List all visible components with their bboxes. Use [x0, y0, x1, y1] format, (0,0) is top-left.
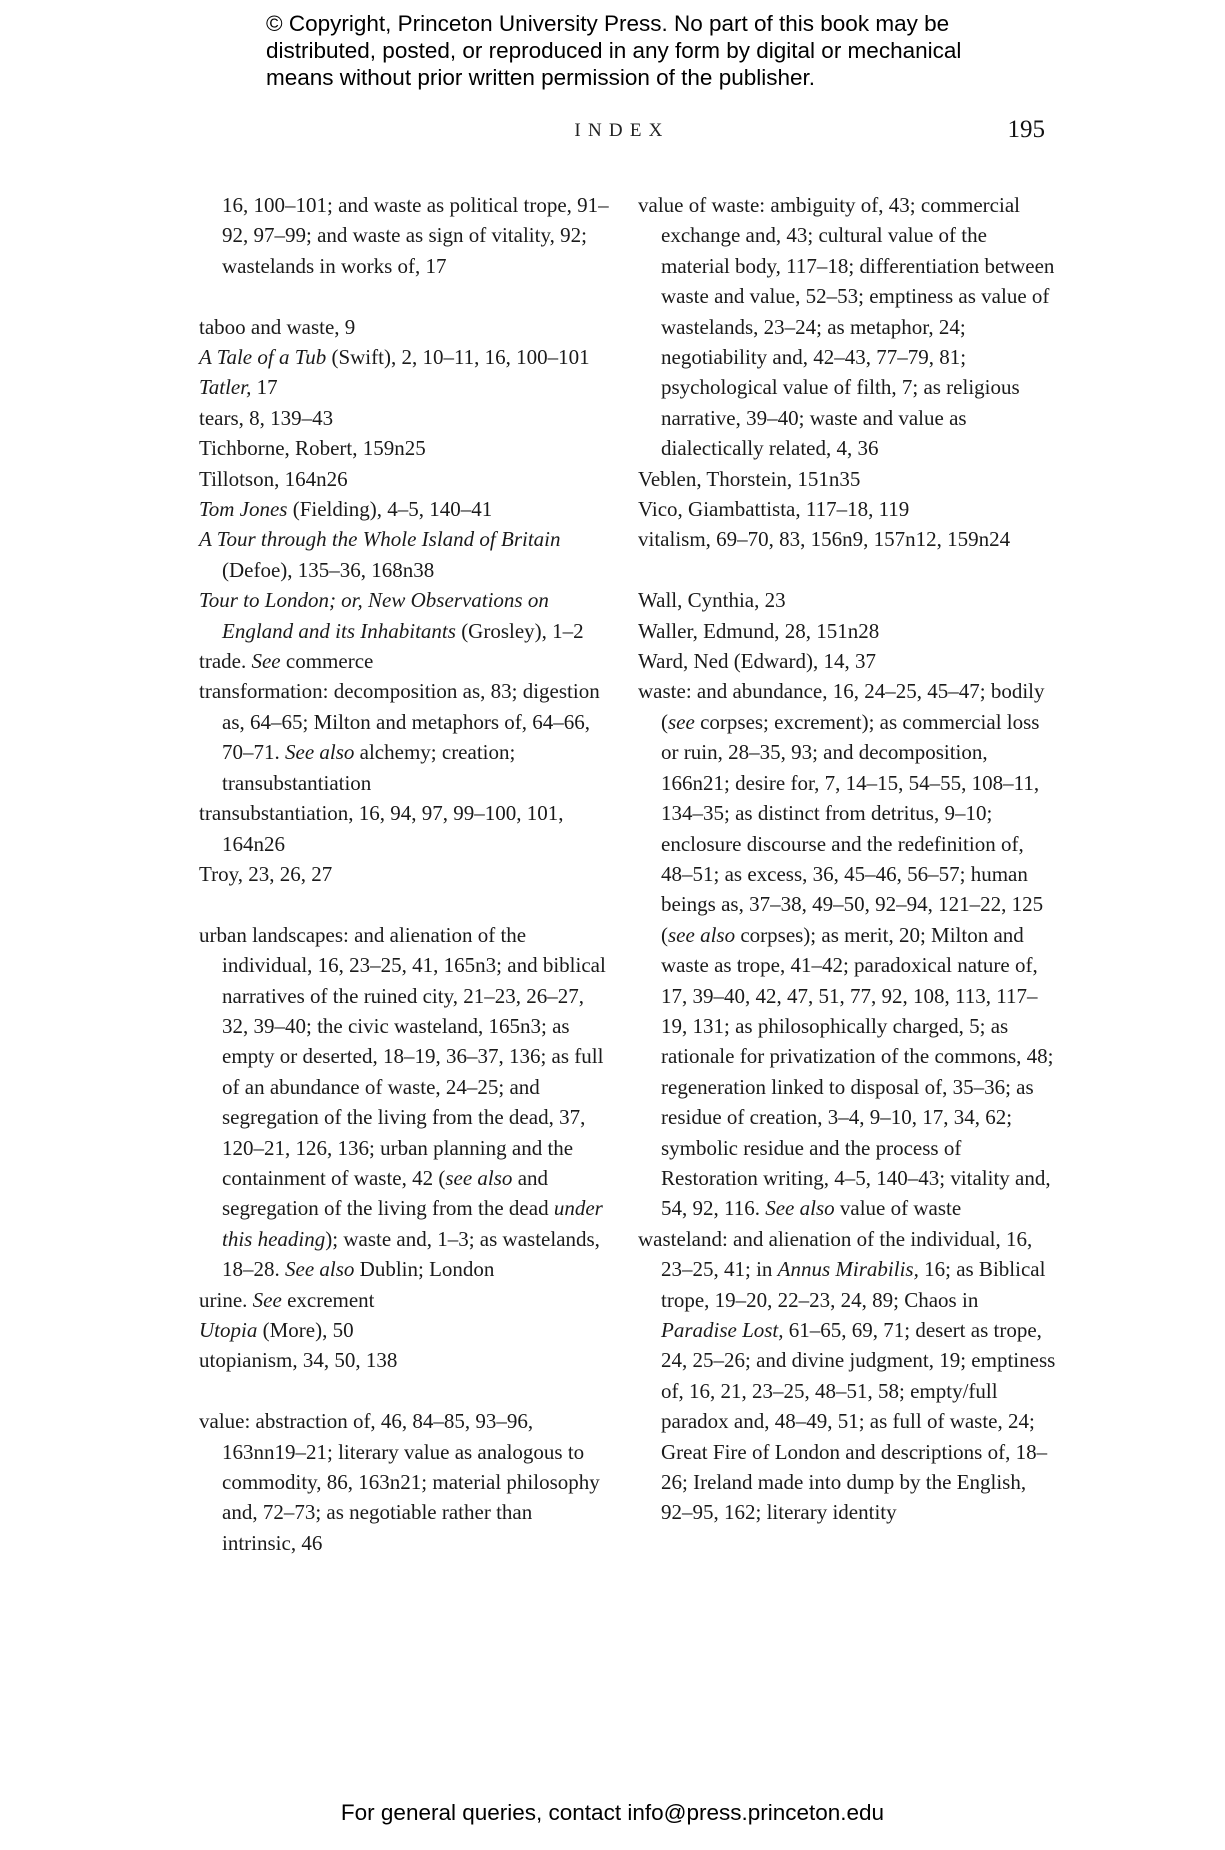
- section-gap: [199, 281, 609, 311]
- index-entry: Waller, Edmund, 28, 151n28: [638, 618, 880, 643]
- index-entry: Veblen, Thorstein, 151n35: [638, 466, 861, 491]
- index-entry: transformation: decomposition as, 83; digestion as, 64–65; Milton and metaphors of, 64–66, 70–71. See also alchemy; creation; transubstantiation: [199, 679, 600, 795]
- index-column-right: [638, 190, 1056, 1528]
- index-entry: vitalism, 69–70, 83, 156n9, 157n12, 159n24: [638, 527, 1011, 552]
- index-entry: Troy, 23, 26, 27: [199, 861, 333, 886]
- index-entry: Tichborne, Robert, 159n25: [199, 436, 426, 461]
- index-entry: Tom Jones (Fielding), 4–5, 140–41: [199, 497, 493, 522]
- copyright-line: means without prior written permission of the publisher.: [266, 65, 816, 90]
- footer-contact: For general queries, contact info@press.princeton.edu: [340, 1800, 885, 1825]
- index-entry: tears, 8, 139–43: [199, 405, 334, 430]
- index-entry: Ward, Ned (Edward), 14, 37: [638, 649, 876, 674]
- index-entry: 16, 100–101; and waste as political trope, 91–92, 97–99; and waste as sign of vitality, 92; wastelands in works of, 17: [222, 193, 609, 278]
- index-entry: wasteland: and alienation of the individual, 16, 23–25, 41; in Annus Mirabilis, 16; as Biblical trope, 19–20, 22–23, 24, 89; Chaos in Paradise Lost, 61–65, 69, 71; desert as trope, 24, 25–26; and divine judgment, 19; emptiness of, 16, 21, 23–25, 48–51, 58; empty/full paradox and, 48–49, 51; as full of waste, 24; Great Fire of London and descriptions of, 18–26; Ireland made into dump by the English, 92–95, 162; literary identity: [638, 1226, 1056, 1525]
- index-entry: utopianism, 34, 50, 138: [199, 1348, 398, 1373]
- section-gap: [199, 889, 609, 919]
- index-entry: value of waste: ambiguity of, 43; commercial exchange and, 43; cultural value of the material body, 117–18; differentiation between waste and value, 52–53; emptiness as value of wastelands, 23–24; as metaphor, 24; negotiability and, 42–43, 77–79, 81; psychological value of filth, 7; as religious narrative, 39–40; waste and value as dialectically related, 4, 36: [638, 193, 1055, 461]
- index-entry: Tatler, 17: [199, 375, 278, 400]
- index-entry: waste: and abundance, 16, 24–25, 45–47; bodily (see corpses; excrement); as commercial loss or ruin, 28–35, 93; and decomposition, 166n21; desire for, 7, 14–15, 54–55, 108–11, 134–35; as distinct from detritus, 9–10; enclosure discourse and the redefinition of, 48–51; as excess, 36, 45–46, 56–57; human beings as, 37–38, 49–50, 92–94, 121–22, 125 (see also corpses); as merit, 20; Milton and waste as trope, 41–42; paradoxical nature of, 17, 39–40, 42, 47, 51, 77, 92, 108, 113, 117–19, 131; as philosophically charged, 5; as rationale for privatization of the commons, 48; regeneration linked to disposal of, 35–36; as residue of creation, 3–4, 9–10, 17, 34, 62; symbolic residue and the process of Restoration writing, 4–5, 140–43; vitality and, 54, 92, 116. See also value of waste: [638, 679, 1054, 1221]
- page-number: 195: [1007, 116, 1045, 143]
- index-entry: urine. See excrement: [199, 1287, 375, 1312]
- index-entry: value: abstraction of, 46, 84–85, 93–96, 163nn19–21; literary value as analogous to commodity, 86, 163n21; material philosophy and, 72–73; as negotiable rather than intrinsic, 46: [199, 1409, 600, 1555]
- index-entry: A Tale of a Tub (Swift), 2, 10–11, 16, 100–101: [199, 345, 590, 370]
- index-entry: taboo and waste, 9: [199, 314, 356, 339]
- section-gap: [638, 555, 1056, 585]
- index-entry: transubstantiation, 16, 94, 97, 99–100, 101, 164n26: [199, 801, 564, 856]
- index-entry: Vico, Giambattista, 117–18, 119: [638, 497, 910, 522]
- index-entry: trade. See commerce: [199, 649, 374, 674]
- index-entry: Utopia (More), 50: [199, 1318, 354, 1342]
- index-entry: urban landscapes: and alienation of the individual, 16, 23–25, 41, 165n3; and biblical narratives of the ruined city, 21–23, 26–27, 32, 39–40; the civic wasteland, 165n3; as empty or deserted, 18–19, 36–37, 136; as full of an abundance of waste, 24–25; and segregation of the living from the dead, 37, 120–21, 126, 136; urban planning and the containment of waste, 42 (see also and segregation of the living from the dead under this heading); waste and, 1–3; as wastelands, 18–28. See also Dublin; London: [199, 922, 606, 1282]
- copyright-line: © Copyright, Princeton University Press. No part of this book may be: [266, 11, 950, 36]
- index-entry: Tillotson, 164n26: [199, 466, 348, 491]
- index-entry: A Tour through the Whole Island of Britain (Defoe), 135–36, 168n38: [199, 527, 561, 582]
- index-entry: Tour to London; or, New Observations on England and its Inhabitants (Grosley), 1–2: [199, 588, 584, 643]
- index-column-left: [199, 190, 609, 1558]
- running-head-title: INDEX: [574, 120, 670, 141]
- section-gap: [199, 1376, 609, 1406]
- copyright-line: distributed, posted, or reproduced in any form by digital or mechanical: [266, 38, 962, 63]
- copyright-notice: [266, 10, 1026, 91]
- running-head: [199, 118, 1045, 148]
- index-entry: Wall, Cynthia, 23: [638, 588, 786, 613]
